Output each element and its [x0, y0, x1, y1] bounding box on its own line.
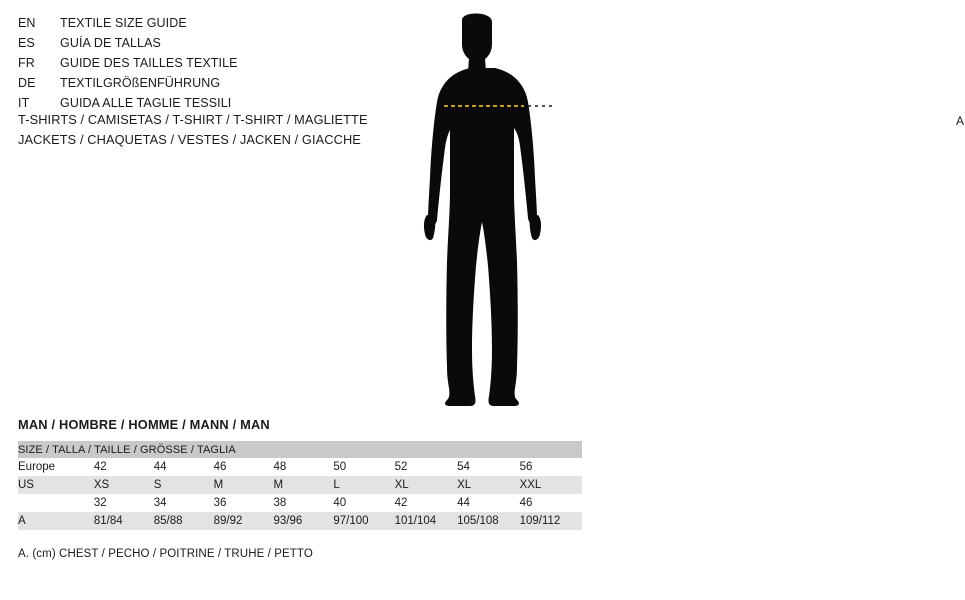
row-value: 52 [395, 458, 458, 476]
row-value: 81/84 [94, 512, 154, 530]
category-tshirts: T-SHIRTS / CAMISETAS / T-SHIRT / T-SHIRT / MAGLIETTE [18, 112, 368, 127]
row-value: M [273, 476, 333, 494]
size-table [18, 441, 582, 530]
row-value: M [214, 476, 274, 494]
row-value: 46 [520, 494, 582, 512]
row-value: 34 [154, 494, 214, 512]
table-row [18, 512, 582, 530]
table-header-label: SIZE / TALLA / TAILLE / GRÖSSE / TAGLIA [18, 441, 582, 458]
category-jackets: JACKETS / CHAQUETAS / VESTES / JACKEN / GIACCHE [18, 132, 361, 147]
row-value: L [333, 476, 394, 494]
table-header-row [18, 441, 582, 458]
row-value: 85/88 [154, 512, 214, 530]
table-row [18, 458, 582, 476]
row-value: 109/112 [520, 512, 582, 530]
row-label: US [18, 476, 94, 494]
measure-label-a: A [956, 114, 965, 128]
section-heading-man: MAN / HOMBRE / HOMME / MANN / MAN [18, 417, 270, 432]
language-code: DE [18, 76, 36, 90]
row-value: 54 [457, 458, 520, 476]
row-label: Europe [18, 458, 94, 476]
table-row [18, 476, 582, 494]
row-value: 32 [94, 494, 154, 512]
row-value: 93/96 [273, 512, 333, 530]
row-value: XL [395, 476, 458, 494]
language-row [18, 36, 358, 56]
row-value: 105/108 [457, 512, 520, 530]
garment-category-list [18, 110, 398, 150]
row-value: 44 [154, 458, 214, 476]
language-text: GUIDE DES TAILLES TEXTILE [60, 56, 238, 70]
row-value: 48 [273, 458, 333, 476]
row-value: 42 [395, 494, 458, 512]
row-value: XL [457, 476, 520, 494]
male-silhouette-figure [400, 10, 965, 410]
size-table-wrapper [18, 441, 582, 530]
row-value: 36 [214, 494, 274, 512]
row-label: A [18, 512, 94, 530]
row-value: XXL [520, 476, 582, 494]
row-value: 101/104 [395, 512, 458, 530]
row-value: 56 [520, 458, 582, 476]
row-value: 42 [94, 458, 154, 476]
row-value: S [154, 476, 214, 494]
row-value: 46 [214, 458, 274, 476]
language-text: GUIDA ALLE TAGLIE TESSILI [60, 96, 232, 110]
language-code: FR [18, 56, 35, 70]
language-row [18, 16, 358, 36]
row-value: 44 [457, 494, 520, 512]
language-row [18, 76, 358, 96]
language-text: GUÍA DE TALLAS [60, 36, 161, 50]
footnote-chest-measure: A. (cm) CHEST / PECHO / POITRINE / TRUHE / PETTO [18, 548, 313, 560]
language-code: EN [18, 16, 36, 30]
silhouette-svg [400, 10, 600, 410]
row-value: 97/100 [333, 512, 394, 530]
row-label [18, 494, 94, 512]
row-value: 40 [333, 494, 394, 512]
table-row [18, 494, 582, 512]
row-value: 89/92 [214, 512, 274, 530]
language-text: TEXTILE SIZE GUIDE [60, 16, 187, 30]
row-value: XS [94, 476, 154, 494]
row-value: 38 [273, 494, 333, 512]
language-code: ES [18, 36, 35, 50]
language-row [18, 56, 358, 76]
row-value: 50 [333, 458, 394, 476]
language-code: IT [18, 96, 30, 110]
language-text: TEXTILGRÖßENFÜHRUNG [60, 76, 221, 90]
language-list [18, 16, 358, 116]
